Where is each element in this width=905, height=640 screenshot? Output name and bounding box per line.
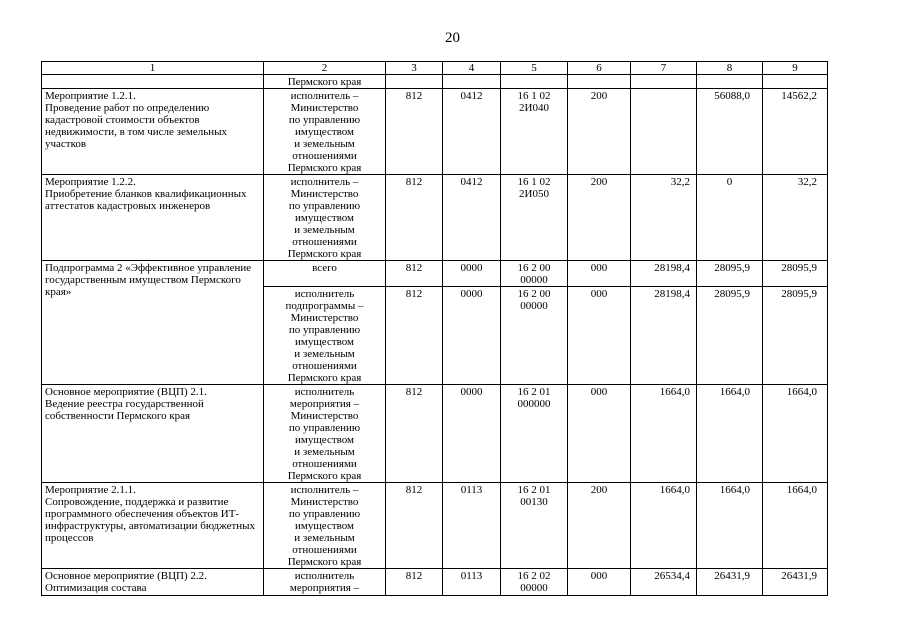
column-header: 8 — [697, 62, 763, 75]
cell-target-code: 16 2 00 00000 — [501, 261, 568, 287]
cell-amount-9: 14562,2 — [763, 89, 828, 175]
cell-executor: исполнитель – Министерство по управлению имуществом и земельным отношениями Пермского края — [264, 175, 386, 261]
cell-amount-8: 1664,0 — [697, 483, 763, 569]
cell-target-code: 16 1 02 2И050 — [501, 175, 568, 261]
cell-amount-7: 28198,4 — [631, 287, 697, 385]
cell-empty — [386, 75, 443, 89]
cell-amount-9: 1664,0 — [763, 385, 828, 483]
cell-amount-7: 32,2 — [631, 175, 697, 261]
cell-activity: Основное мероприятие (ВЦП) 2.2. Оптимизация состава — [42, 569, 264, 596]
cell-ministry-code: 812 — [386, 89, 443, 175]
column-header: 6 — [568, 62, 631, 75]
cell-amount-9: 32,2 — [763, 175, 828, 261]
cell-amount-7: 1664,0 — [631, 385, 697, 483]
cell-expense-type: 000 — [568, 287, 631, 385]
cell-target-code: 16 1 02 2И040 — [501, 89, 568, 175]
table-row — [42, 261, 828, 287]
cell-section-code: 0000 — [443, 385, 501, 483]
cell-amount-8: 0 — [697, 175, 763, 261]
cell-amount-7: 1664,0 — [631, 483, 697, 569]
column-header: 4 — [443, 62, 501, 75]
cell-ministry-code: 812 — [386, 287, 443, 385]
column-header: 3 — [386, 62, 443, 75]
cell-amount-8: 28095,9 — [697, 261, 763, 287]
cell-empty — [631, 75, 697, 89]
table-row — [42, 89, 828, 175]
cell-executor: исполнитель подпрограммы – Министерство по управлению имуществом и земельным отношениями Пермского края — [264, 287, 386, 385]
budget-table — [41, 61, 828, 596]
cell-empty — [501, 75, 568, 89]
cell-empty — [697, 75, 763, 89]
page-number: 20 — [445, 30, 460, 46]
cell-expense-type: 200 — [568, 483, 631, 569]
header-row — [42, 62, 828, 75]
continuation-row — [42, 75, 828, 89]
cell-section-code: 0412 — [443, 89, 501, 175]
cell-expense-type: 000 — [568, 385, 631, 483]
cell-activity — [42, 75, 264, 89]
cell-amount-9: 1664,0 — [763, 483, 828, 569]
column-header: 1 — [42, 62, 264, 75]
cell-activity: Основное мероприятие (ВЦП) 2.1. Ведение реестра государственной собственности Пермского края — [42, 385, 264, 483]
cell-amount-7: 26534,4 — [631, 569, 697, 596]
cell-activity: Мероприятие 1.2.1. Проведение работ по определению кадастровой стоимости объектов недвижимости, в том числе земельных участков — [42, 89, 264, 175]
cell-expense-type: 000 — [568, 261, 631, 287]
table-row — [42, 385, 828, 483]
cell-expense-type: 200 — [568, 175, 631, 261]
cell-amount-7 — [631, 89, 697, 175]
cell-amount-9: 28095,9 — [763, 261, 828, 287]
cell-target-code: 16 2 01 00130 — [501, 483, 568, 569]
cell-executor: исполнитель – Министерство по управлению имуществом и земельным отношениями Пермского края — [264, 89, 386, 175]
cell-executor: исполнитель мероприятия – — [264, 569, 386, 596]
cell-executor: исполнитель мероприятия – Министерство по управлению имуществом и земельным отношениями Пермского края — [264, 385, 386, 483]
cell-activity: Мероприятие 1.2.2. Приобретение бланков квалификационных аттестатов кадастровых инженеров — [42, 175, 264, 261]
cell-executor: исполнитель – Министерство по управлению имуществом и земельным отношениями Пермского края — [264, 483, 386, 569]
cell-amount-8: 26431,9 — [697, 569, 763, 596]
cell-ministry-code: 812 — [386, 569, 443, 596]
cell-target-code: 16 2 01 000000 — [501, 385, 568, 483]
cell-executor: Пермского края — [264, 75, 386, 89]
cell-empty — [763, 75, 828, 89]
cell-expense-type: 200 — [568, 89, 631, 175]
cell-target-code: 16 2 02 00000 — [501, 569, 568, 596]
cell-executor: всего — [264, 261, 386, 287]
column-header: 2 — [264, 62, 386, 75]
cell-section-code: 0000 — [443, 261, 501, 287]
cell-section-code: 0113 — [443, 569, 501, 596]
table-row — [42, 175, 828, 261]
cell-section-code: 0412 — [443, 175, 501, 261]
cell-amount-8: 1664,0 — [697, 385, 763, 483]
cell-expense-type: 000 — [568, 569, 631, 596]
table-row — [42, 483, 828, 569]
column-header: 9 — [763, 62, 828, 75]
cell-amount-9: 26431,9 — [763, 569, 828, 596]
cell-empty — [443, 75, 501, 89]
cell-amount-9: 28095,9 — [763, 287, 828, 385]
table-row — [42, 569, 828, 596]
cell-amount-7: 28198,4 — [631, 261, 697, 287]
column-header: 5 — [501, 62, 568, 75]
cell-ministry-code: 812 — [386, 385, 443, 483]
cell-ministry-code: 812 — [386, 261, 443, 287]
cell-section-code: 0113 — [443, 483, 501, 569]
cell-ministry-code: 812 — [386, 483, 443, 569]
cell-empty — [568, 75, 631, 89]
cell-activity: Подпрограмма 2 «Эффективное управление государственным имуществом Пермского края» — [42, 261, 264, 385]
cell-section-code: 0000 — [443, 287, 501, 385]
cell-activity: Мероприятие 2.1.1. Сопровождение, поддержка и развитие программного обеспечения объектов ИТ-инфраструктуры, автоматизации бюджетных процессов — [42, 483, 264, 569]
cell-amount-8: 56088,0 — [697, 89, 763, 175]
column-header: 7 — [631, 62, 697, 75]
cell-amount-8: 28095,9 — [697, 287, 763, 385]
cell-target-code: 16 2 00 00000 — [501, 287, 568, 385]
cell-ministry-code: 812 — [386, 175, 443, 261]
